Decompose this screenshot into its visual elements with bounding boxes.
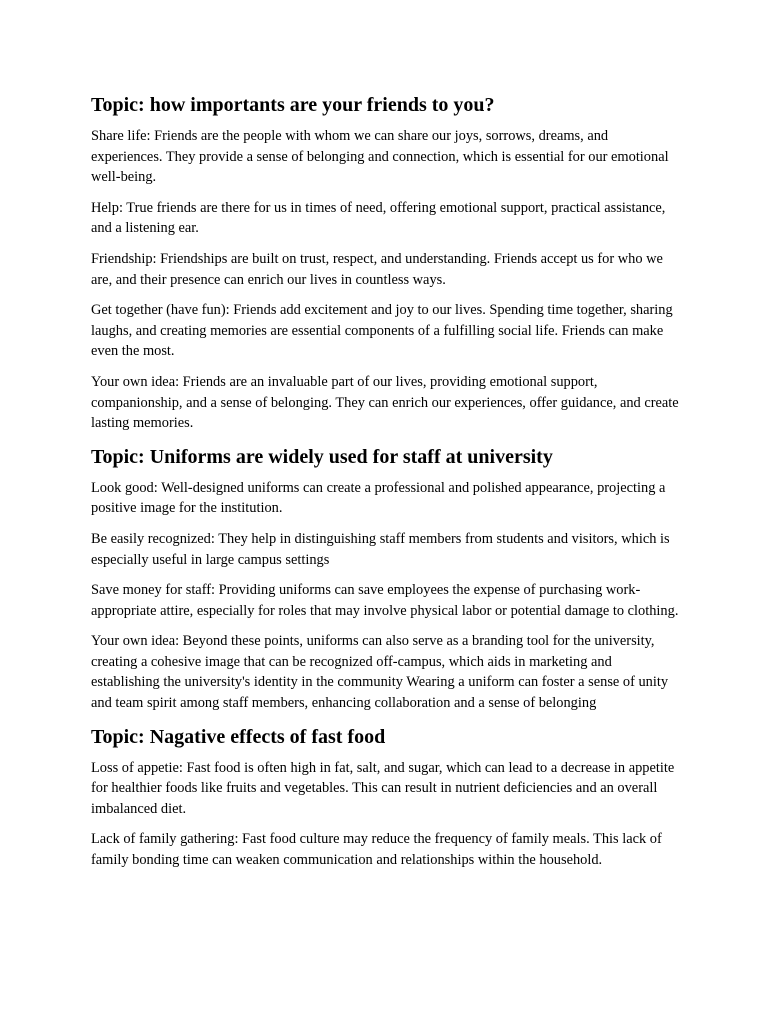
- section-heading: Topic: Uniforms are widely used for staff at university: [91, 445, 553, 468]
- paragraph-help: Help: True friends are there for us in times of need, offering emotional support, practical assistance, and a listening ear.: [91, 199, 666, 237]
- section-friends: [91, 92, 680, 434]
- paragraph-own-idea: Your own idea: Friends are an invaluable part of our lives, providing emotional support, companionship, and a sense of belonging. They can enrich our experiences, offer guidance, and create lasting memories.: [91, 373, 679, 432]
- section-heading: Topic: how importants are your friends to you?: [91, 94, 495, 116]
- paragraph-easily-recognized: Be easily recognized: They help in distinguishing staff members from students and visitors, which is especially useful in large campus settings: [91, 530, 670, 568]
- paragraph-loss-of-appetite: Loss of appetie: Fast food is often high in fat, salt, and sugar, which can lead to a decrease in appetite for healthier foods like fruits and vegetables. This can result in nutrient deficiencies and an overall imbalanced diet.: [91, 759, 675, 817]
- paragraph-share-life: Share life: Friends are the people with whom we can share our joys, sorrows, dreams, and experiences. They provide a sense of belonging and connection, which is essential for our emotional well-being.: [91, 128, 669, 186]
- paragraph-get-together: Get together (have fun): Friends add excitement and joy to our lives. Spending time together, sharing laughs, and creating memories are essential components of a fulfilling social life. Friends can make even the most.: [91, 302, 673, 360]
- paragraph-save-money: Save money for staff: Providing uniforms can save employees the expense of purchasing work-appropriate attire, especially for roles that may involve physical labor or potential damage to clothing.: [91, 582, 679, 619]
- paragraph-own-idea: Your own idea: Beyond these points, uniforms can also serve as a branding tool for the university, creating a cohesive image that can be recognized off-campus, which aids in marketing and establishing the university's identity in the community Wearing a uniform can foster a sense of unity and team spirit among staff members, enhancing collaboration and a sense of belonging: [91, 633, 669, 712]
- paragraph-family-gathering: Lack of family gathering: Fast food culture may reduce the frequency of family meals. This lack of family bonding time can weaken communication and relationships within the household.: [91, 831, 662, 869]
- section-heading: Topic: Nagative effects of fast food: [91, 725, 386, 748]
- paragraph-friendship: Friendship: Friendships are built on trust, respect, and understanding. Friends accept us for who we are, and their presence can enrich our lives in countless ways.: [91, 250, 663, 288]
- section-uniforms: [91, 444, 680, 714]
- section-fast-food: [91, 724, 680, 871]
- paragraph-look-good: Look good: Well-designed uniforms can create a professional and polished appearance, projecting a positive image for the institution.: [91, 479, 666, 517]
